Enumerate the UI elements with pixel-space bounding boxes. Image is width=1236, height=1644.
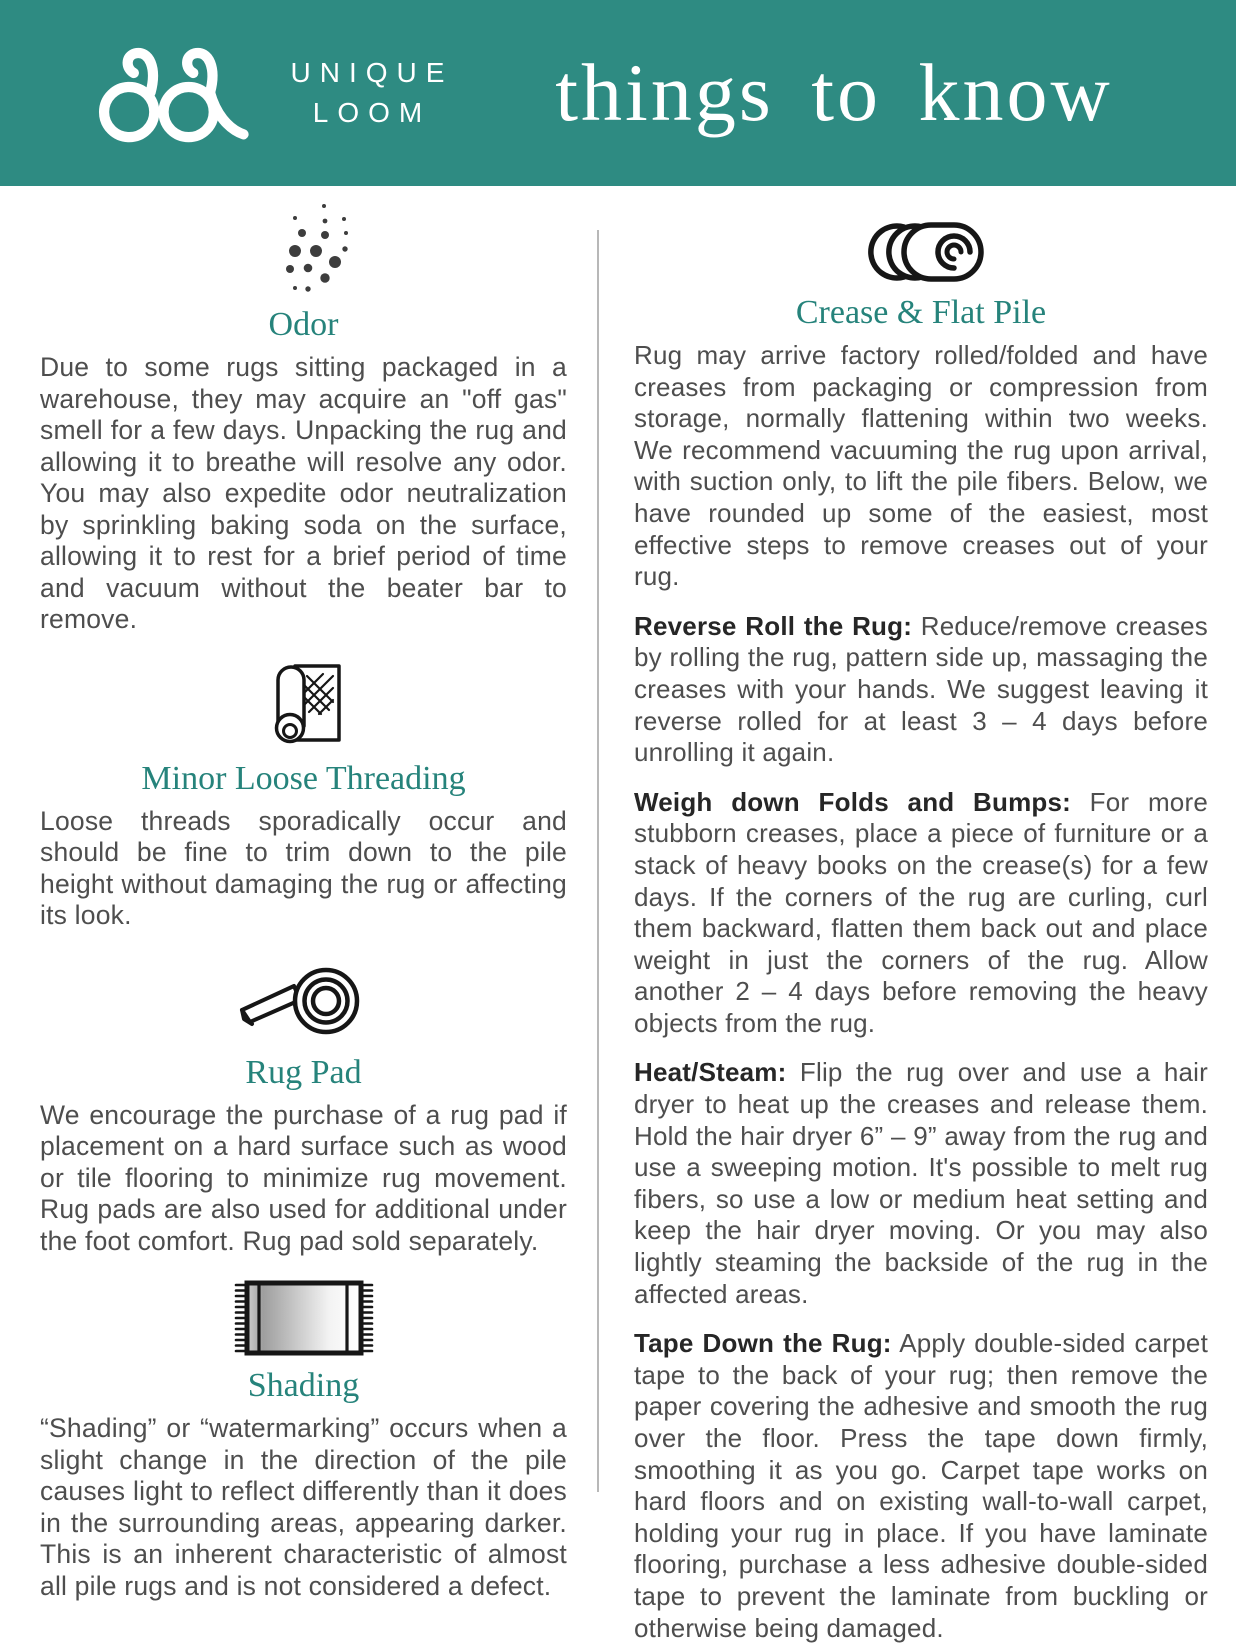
crease-intro-paragraph: Rug may arrive factory rolled/folded and have creases from packaging or compression from storage, normally flattening within two weeks. We recommend vacuuming the rug upon arrival, with suction only, to lift the pile fibers. Below, we have rounded up some of the easiest, most effective steps to remove creases out of your rug.: [634, 340, 1208, 592]
section-heading-minor-loose-threading: Minor Loose Threading: [141, 759, 466, 797]
page-title: things to know: [555, 47, 1113, 138]
section-body-rug-pad: We encourage the purchase of a rug pad if placement on a hard surface such as wood or tile flooring to minimize rug movement. Rug pads are also used for additional under the foot comfort. Rug pad sold separately.: [40, 1099, 567, 1256]
shaded-rug-fringe-icon: [234, 1279, 374, 1357]
right-column: [634, 220, 1208, 1644]
section-body-minor-loose-threading: Loose threads sporadically occur and should be fine to trim down to the pile height without damaging the rug or affecting its look.: [40, 805, 567, 930]
rug-pad-roll-icon: [234, 958, 374, 1044]
tip-weigh-down: [634, 787, 1208, 1040]
rolled-rug-spiral-icon: [859, 220, 984, 284]
section-heading-rug-pad: Rug Pad: [245, 1053, 362, 1091]
tip-heat-steam-text: Flip the rug over and use a hair dryer to heat up the creases and release them. Hold the hair dryer 6” – 9” away from the rug and use a sweeping motion. It's possible to melt rug fibers, so use a low or medium heat setting and keep the hair dryer moving. Or you may also lightly steaming the backside of the rug in the affected areas.: [634, 1057, 1208, 1309]
tip-heat-steam: [634, 1057, 1208, 1310]
tip-tape-down: [634, 1328, 1208, 1644]
brand-line-2: LOOM: [312, 97, 432, 128]
tip-reverse-roll-text: Reduce/remove creases by rolling the rug, pattern side up, massaging the creases with your hands. We suggest leaving it reverse rolled for at least 3 – 4 days before unrolling it again.: [634, 610, 1209, 768]
section-heading-crease-flat-pile: Crease & Flat Pile: [795, 294, 1047, 331]
brand-group: [92, 43, 472, 143]
rolled-rug-crosshatch-icon: [265, 658, 343, 750]
tip-tape-down-text: Apply double-sided carpet tape to the back of your rug; then remove the paper covering the adhesive and smooth the rug over the floor. Press the tape down firmly, smoothing it as you go. Carpet tape works on hard floors and on existing wall-to-wall carpet, holding your rug in place. If you have laminate flooring, purchase a less adhesive double-sided tape to prevent the laminate from buckling or otherwise being damaged.: [634, 1328, 1208, 1643]
odor-particles-icon: [252, 198, 356, 296]
section-body-shading: “Shading” or “watermarking” occurs when a slight change in the direction of the pile causes light to reflect differently than it does in the surrounding areas, appearing darker. This is an inherent characteristic of almost all pile rugs and is not considered a defect.: [40, 1413, 567, 1601]
tip-weigh-down-label: Weigh down Folds and Bumps:: [634, 786, 1071, 817]
tip-tape-down-label: Tape Down the Rug:: [634, 1328, 892, 1359]
left-column: [40, 198, 567, 1602]
section-heading-odor: Odor: [268, 306, 339, 343]
section-odor: [40, 198, 567, 636]
tip-reverse-roll-label: Reverse Roll the Rug:: [634, 610, 913, 641]
section-crease-flat-pile: [634, 220, 1208, 1644]
header-banner: [0, 0, 1236, 186]
tip-weigh-down-text: For more stubborn creases, place a piece of furniture or a stack of heavy books on the crease(s) for a few days. If the corners of the rug are curling, curl them backward, flatten them back out and place weight in just the corners of the rug. Allow another 2 – 4 days before removing the heavy objects from the rug.: [634, 786, 1208, 1038]
brand-name: [272, 53, 472, 133]
tip-heat-steam-label: Heat/Steam:: [634, 1057, 787, 1088]
brand-line-1: UNIQUE: [290, 57, 454, 89]
section-heading-shading: Shading: [247, 1367, 360, 1404]
section-rug-pad: [40, 958, 567, 1258]
section-minor-loose-threading: [40, 658, 567, 932]
tip-reverse-roll: [634, 611, 1208, 769]
column-divider: [597, 230, 599, 1492]
unique-loom-logo-icon: [92, 43, 250, 143]
section-shading: [40, 1279, 567, 1602]
section-body-odor: Due to some rugs sitting packaged in a warehouse, they may acquire an "off gas" smell for a few days. Unpacking the rug and allowing it to breathe will resolve any odor. You may also expedite odor neutralization by sprinkling baking soda on the surface, allowing it to rest for a brief period of time and vacuum without the beater bar to remove.: [40, 352, 567, 634]
